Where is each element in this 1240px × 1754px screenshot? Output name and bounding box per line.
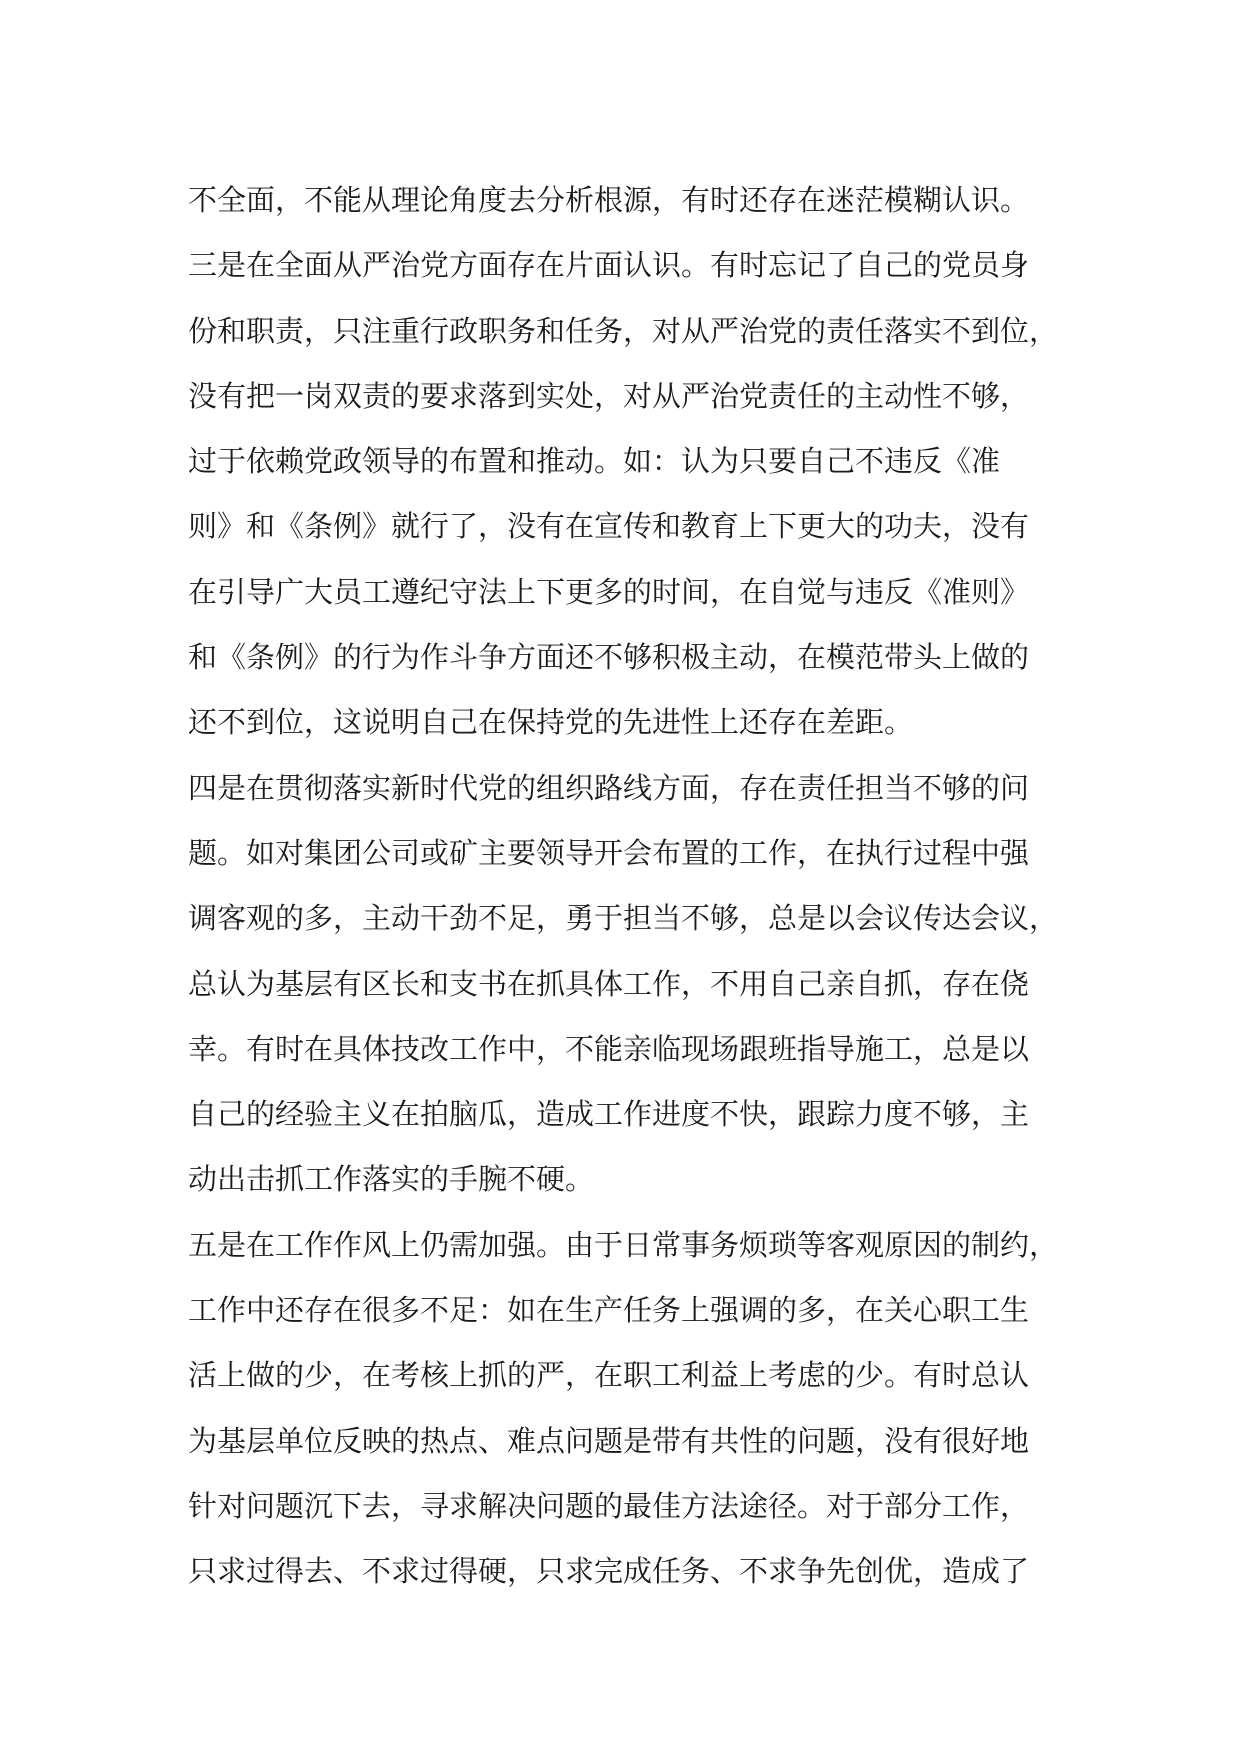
text-line: 动出击抓工作落实的手腕不硬。 [188, 1162, 595, 1197]
text-line: 没有把一岗双责的要求落到实处，对从严治党责任的主动性不够， [188, 378, 1030, 413]
text-line: 工作中还存在很多不足：如在生产任务上强调的多，在关心职工生 [188, 1293, 1030, 1328]
text-line: 则》和《条例》就行了，没有在宣传和教育上下更大的功夫，没有 [188, 509, 1030, 544]
text-line: 总认为基层有区长和支书在抓具体工作，不用自己亲自抓，存在侥 [188, 966, 1030, 1001]
text-line: 在引导广大员工遵纪守法上下更多的时间，在自觉与违反《准则》 [188, 574, 1030, 609]
text-line: 幸。有时在具体技改工作中，不能亲临现场跟班指导施工，总是以 [188, 1031, 1030, 1066]
text-line: 还不到位，这说明自己在保持党的先进性上还存在差距。 [188, 705, 914, 740]
text-line: 五是在工作作风上仍需加强。由于日常事务烦琐等客观原因的制约， [188, 1227, 1059, 1262]
text-line: 不全面，不能从理论角度去分析根源，有时还存在迷茫模糊认识。 [188, 183, 1030, 217]
text-line: 调客观的多，主动干劲不足，勇于担当不够，总是以会议传达会议， [188, 901, 1059, 936]
text-line: 只求过得去、不求过得硬，只求完成任务、不求争先创优，造成了 [188, 1554, 1030, 1589]
text-line: 过于依赖党政领导的布置和推动。如：认为只要自己不违反《准 [188, 444, 1001, 479]
text-line: 四是在贯彻落实新时代党的组织路线方面，存在责任担当不够的问 [188, 770, 1030, 805]
text-line: 三是在全面从严治党方面存在片面认识。有时忘记了自己的党员身 [188, 248, 1030, 283]
body-text [188, 168, 1088, 1605]
text-line: 题。如对集团公司或矿主要领导开会布置的工作，在执行过程中强 [188, 835, 1030, 870]
text-line: 针对问题沉下去，寻求解决问题的最佳方法途径。对于部分工作， [188, 1488, 1030, 1523]
text-line: 为基层单位反映的热点、难点问题是带有共性的问题，没有很好地 [188, 1423, 1030, 1458]
text-line: 和《条例》的行为作斗争方面还不够积极主动，在模范带头上做的 [188, 640, 1030, 675]
text-line: 自己的经验主义在拍脑瓜，造成工作进度不快，跟踪力度不够，主 [188, 1097, 1030, 1132]
text-line: 份和职责，只注重行政职务和任务，对从严治党的责任落实不到位， [188, 313, 1059, 348]
text-line: 活上做的少，在考核上抓的严，在职工利益上考虑的少。有时总认 [188, 1358, 1030, 1393]
